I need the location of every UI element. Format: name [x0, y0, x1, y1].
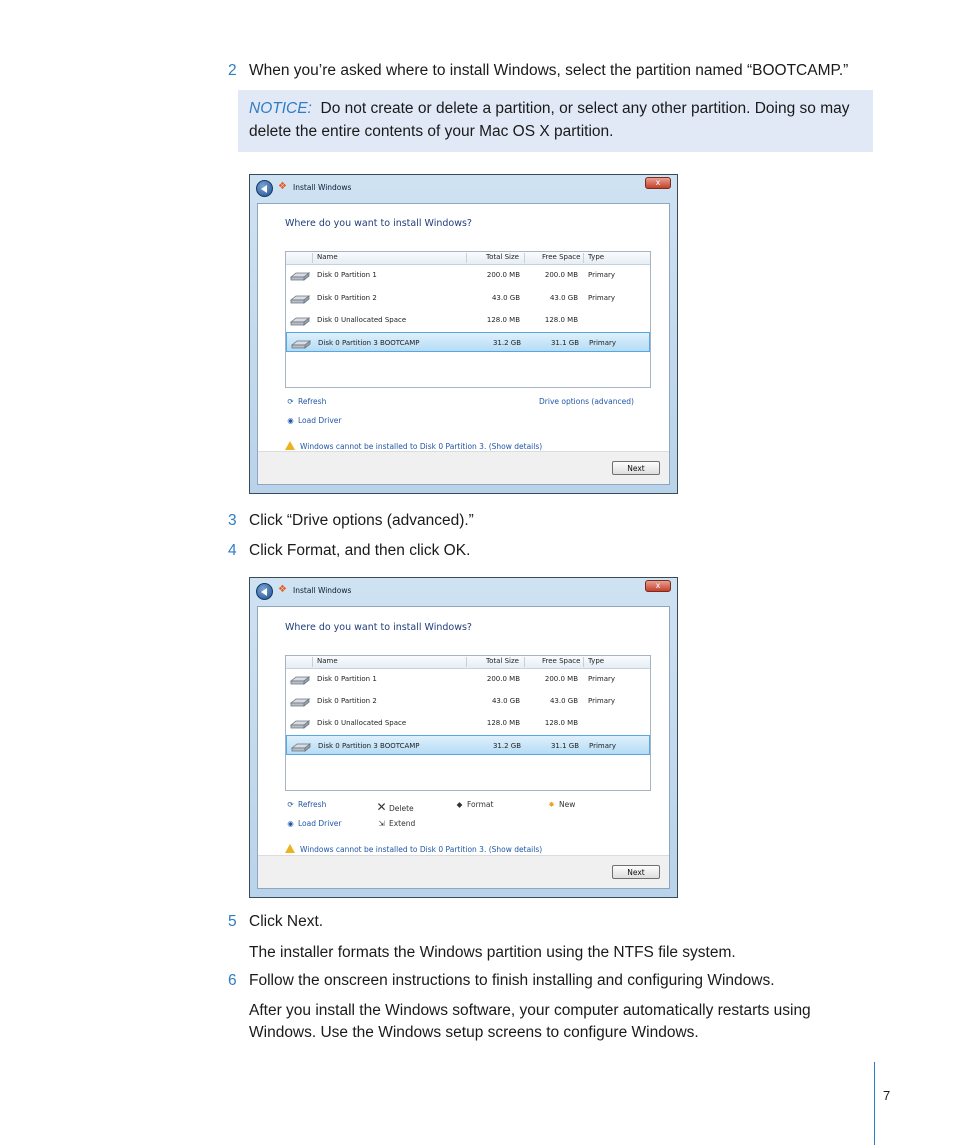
back-arrow-icon[interactable]	[256, 583, 273, 600]
refresh-icon: ⟳	[287, 800, 294, 809]
extend-icon: ⇲	[378, 819, 385, 828]
step-number: 5	[228, 913, 237, 930]
cell-type: Primary	[588, 675, 616, 683]
step-6-paragraph: After you install the Windows software, your computer automatically restarts using Windows. Use the Windows setup screens to configure Windows.	[249, 1002, 811, 1041]
cell-free: 31.1 GB	[550, 742, 579, 750]
col-type[interactable]: Type	[588, 253, 605, 261]
cell-free: 43.0 GB	[549, 697, 578, 705]
disc-icon: ◉	[287, 416, 294, 425]
disc-icon: ◉	[287, 819, 294, 828]
table-header	[286, 656, 650, 669]
format-link[interactable]: ◆ Format	[454, 800, 493, 809]
cell-name: Disk 0 Partition 3 BOOTCAMP	[318, 339, 420, 347]
new-star-icon: ✸	[548, 800, 555, 809]
cell-name: Disk 0 Partition 2	[317, 294, 377, 302]
installer-screenshot-2	[249, 577, 678, 898]
delete-link[interactable]: ✕ Delete	[376, 800, 414, 814]
cell-total: 200.0 MB	[486, 271, 520, 279]
drive-options-link[interactable]: Drive options (advanced)	[539, 397, 634, 406]
col-type[interactable]: Type	[588, 657, 605, 665]
cell-name: Disk 0 Partition 3 BOOTCAMP	[318, 742, 420, 750]
cell-name: Disk 0 Partition 2	[317, 697, 377, 705]
disk-icon	[290, 271, 310, 281]
back-arrow-icon[interactable]	[256, 180, 273, 197]
next-button[interactable]: Next	[612, 865, 660, 879]
table-row[interactable]	[286, 691, 650, 711]
table-row[interactable]	[286, 265, 650, 285]
button-bar	[258, 451, 669, 484]
refresh-link[interactable]: ⟳ Refresh	[285, 800, 326, 809]
delete-x-icon: ✕	[376, 800, 387, 814]
window-client	[257, 606, 670, 889]
table-row-selected[interactable]	[286, 332, 650, 352]
step-number: 4	[228, 542, 237, 559]
warning-icon	[285, 441, 295, 450]
refresh-link[interactable]: ⟳ Refresh	[285, 397, 326, 406]
notice-box	[238, 90, 873, 152]
col-name[interactable]: Name	[317, 657, 338, 665]
cell-free: 128.0 MB	[544, 316, 578, 324]
cell-type: Primary	[588, 294, 616, 302]
step-text: Click Format, and then click OK.	[249, 542, 471, 559]
disk-icon	[290, 675, 310, 685]
cell-total: 128.0 MB	[486, 719, 520, 727]
cell-type: Primary	[588, 697, 616, 705]
cell-free: 200.0 MB	[544, 271, 578, 279]
load-driver-link[interactable]: ◉ Load Driver	[285, 416, 341, 425]
warning-message[interactable]: Windows cannot be installed to Disk 0 Partition 3. (Show details)	[285, 844, 542, 854]
col-name[interactable]: Name	[317, 253, 338, 261]
window-title: Install Windows	[293, 586, 352, 595]
cell-name: Disk 0 Unallocated Space	[317, 316, 407, 324]
close-button[interactable]: x	[645, 580, 671, 592]
format-disk-icon: ◆	[456, 800, 463, 809]
cell-total: 31.2 GB	[492, 339, 521, 347]
table-row[interactable]	[286, 713, 650, 733]
window-title: Install Windows	[293, 183, 352, 192]
cell-type: Primary	[589, 339, 617, 347]
cell-total: 128.0 MB	[486, 316, 520, 324]
new-link[interactable]: ✸ New	[546, 800, 575, 809]
step-number: 6	[228, 972, 237, 989]
table-row[interactable]	[286, 288, 650, 308]
notice-label: NOTICE:	[249, 100, 312, 117]
notice-text: Do not create or delete a partition, or select any other partition. Doing so may delete the entire contents of your Mac OS X partition.	[249, 100, 850, 140]
col-free-space[interactable]: Free Space	[542, 657, 581, 665]
table-header	[286, 252, 650, 265]
cell-type: Primary	[588, 271, 616, 279]
col-total-size[interactable]: Total Size	[486, 657, 519, 665]
window-client	[257, 203, 670, 485]
cell-name: Disk 0 Unallocated Space	[317, 719, 407, 727]
disk-icon	[290, 719, 310, 729]
col-free-space[interactable]: Free Space	[542, 253, 581, 261]
cell-free: 200.0 MB	[544, 675, 578, 683]
cell-total: 43.0 GB	[491, 697, 520, 705]
windows-logo-icon: ❖	[278, 181, 287, 192]
disk-icon	[291, 742, 311, 752]
disk-icon	[290, 697, 310, 707]
installer-screenshot-1	[249, 174, 678, 494]
table-row[interactable]	[286, 310, 650, 330]
windows-logo-icon: ❖	[278, 584, 287, 595]
install-question: Where do you want to install Windows?	[285, 218, 472, 229]
warning-icon	[285, 844, 295, 853]
title-bar	[250, 578, 677, 604]
next-button[interactable]: Next	[612, 461, 660, 475]
col-total-size[interactable]: Total Size	[486, 253, 519, 261]
disk-icon	[291, 339, 311, 349]
cell-free: 43.0 GB	[549, 294, 578, 302]
page-number: 7	[883, 1088, 891, 1103]
cell-type: Primary	[589, 742, 617, 750]
load-driver-link[interactable]: ◉ Load Driver	[285, 819, 341, 828]
cell-total: 200.0 MB	[486, 675, 520, 683]
extend-link[interactable]: ⇲ Extend	[376, 819, 415, 828]
step-text: Click “Drive options (advanced).”	[249, 512, 474, 529]
cell-total: 43.0 GB	[491, 294, 520, 302]
refresh-icon: ⟳	[287, 397, 294, 406]
step-number: 2	[228, 62, 237, 79]
warning-message[interactable]: Windows cannot be installed to Disk 0 Partition 3. (Show details)	[285, 441, 542, 451]
step-text: Click Next.	[249, 913, 324, 930]
cell-name: Disk 0 Partition 1	[317, 271, 377, 279]
partition-table	[285, 251, 651, 388]
page-rule	[874, 1062, 875, 1145]
title-bar	[250, 175, 677, 201]
step-text: Follow the onscreen instructions to finish installing and configuring Windows.	[249, 972, 775, 989]
table-row[interactable]	[286, 669, 650, 689]
cell-name: Disk 0 Partition 1	[317, 675, 377, 683]
disk-icon	[290, 294, 310, 304]
cell-total: 31.2 GB	[492, 742, 521, 750]
install-question: Where do you want to install Windows?	[285, 622, 472, 633]
cell-free: 31.1 GB	[550, 339, 579, 347]
cell-free: 128.0 MB	[544, 719, 578, 727]
step-text: When you’re asked where to install Windows, select the partition named “BOOTCAMP.”	[249, 62, 849, 79]
partition-table	[285, 655, 651, 791]
step-5-paragraph: The installer formats the Windows partition using the NTFS file system.	[249, 944, 736, 961]
table-row-selected[interactable]	[286, 735, 650, 755]
button-bar	[258, 855, 669, 888]
disk-icon	[290, 316, 310, 326]
step-number: 3	[228, 512, 237, 529]
close-button[interactable]: x	[645, 177, 671, 189]
